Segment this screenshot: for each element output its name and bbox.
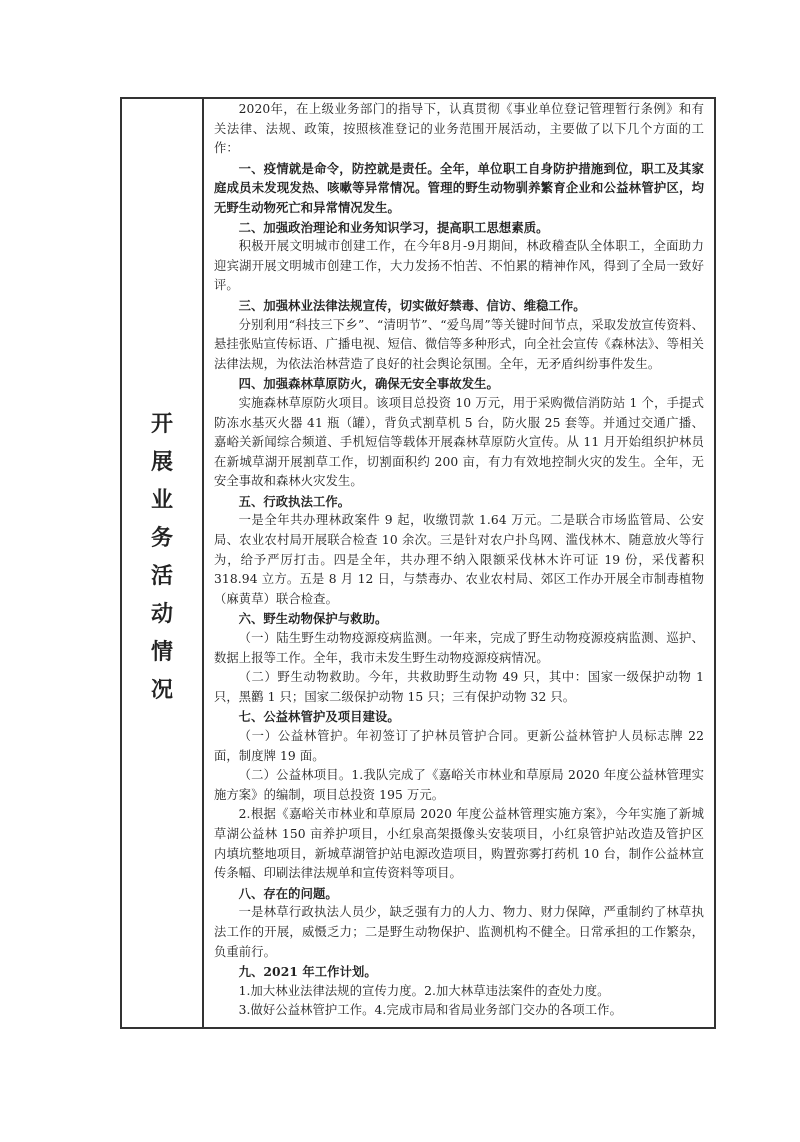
section-1-heading: 一、疫情就是命令，防控就是责任。全年，单位职工自身防护措施到位，职工及其家庭成员未发现发热、咳嗽等异常情况。管理的野生动物驯养繁育企业和公益林管护区，均无野生动物死亡和异常情况发生。: [214, 160, 704, 215]
side-title-char: 况: [150, 677, 173, 703]
section-7-heading: 七、公益林管护及项目建设。: [238, 709, 400, 725]
activity-content: [214, 100, 704, 1021]
section-3-heading: 三、加强林业法律法规宣传，切实做好禁毒、信访、维稳工作。: [238, 297, 586, 313]
section-5-body: 一是全年共办理林政案件 9 起，收缴罚款 1.64 万元。二是联合市场监管局、公安局、农业农村局开展联合检查 10 余次。三是针对农户扑鸟网、滥伐林木、随意放火等行为，给予严厉打击。四是全年，共办理不纳入限额采伐林木许可证 19 份，采伐蓄积 318.94 立方。五是 8 月 12 日，与禁毒办、农业农村局、郊区工作办开展全市制毒植物（麻黄草）联合检查。: [214, 513, 704, 606]
section-6-item-2: （二）野生动物救助。今年，共救助野生动物 49 只，其中：国家一级保护动物 1 只，黑鹳 1 只；国家二级保护动物 15 只；三有保护动物 32 只。: [214, 670, 704, 704]
section-7-item-2: （二）公益林项目。1.我队完成了《嘉峪关市林业和草原局 2020 年度公益林管理实施方案》的编制，项目总投资 195 万元。: [214, 768, 704, 802]
section-7-item-3: 2.根据《嘉峪关市林业和草原局 2020 年度公益林管理实施方案》，今年实施了新城草湖公益林 150 亩养护项目，小红泉高架摄像头安装项目，小红泉管护站改造及管护区内填坑整地项目，新城草湖管护站电源改造项目，购置弥雾打药机 10 台，制作公益林宣传条幅、印刷法律法规单和宣传资料等项目。: [214, 807, 704, 881]
side-title-char: 业: [150, 487, 173, 513]
section-8-body: 一是林草行政执法人员少，缺乏强有力的人力、物力、财力保障，严重制约了林草执法工作的开展，威慑乏力；二是野生动物保护、监测机构不健全。日常承担的工作繁杂，负重前行。: [214, 905, 704, 959]
section-6-heading: 六、野生动物保护与救助。: [238, 611, 388, 627]
side-title-char: 动: [150, 601, 173, 627]
section-9-item-2: 3.做好公益林管护工作。4.完成市局和省局业务部门交办的各项工作。: [238, 1003, 622, 1018]
section-3-body: 分别利用“科技三下乡”、“清明节”、“爱鸟周”等关键时间节点，采取发放宣传资料、悬挂张贴宣传标语、广播电视、短信、微信等多种形式，向全社会宣传《森林法》、等相关法律法规，为依法治林营造了良好的社会舆论氛围。全年，无矛盾纠纷事件发生。: [214, 317, 704, 371]
section-6-item-1: （一）陆生野生动物疫源疫病监测。一年来，完成了野生动物疫源疫病监测、巡护、数据上报等工作。全年，我市未发生野生动物疫源疫病情况。: [214, 631, 704, 665]
side-title-char: 情: [150, 639, 173, 665]
side-title-char: 活: [150, 563, 173, 589]
section-7-item-1: （一）公益林管护。年初签订了护林员管护合同。更新公益林管护人员标志牌 22 面，制度牌 19 面。: [214, 729, 704, 763]
side-title-char: 务: [150, 525, 173, 551]
side-title-char: 展: [150, 449, 173, 475]
side-title-column: [122, 97, 202, 1029]
section-2-heading: 二、加强政治理论和业务知识学习，提高职工思想素质。: [238, 219, 549, 235]
section-9-heading: 九、2021 年工作计划。: [238, 964, 377, 980]
section-2-body: 积极开展文明城市创建工作，在今年8月-9月期间，林政稽查队全体职工，全面助力迎宾湖开展文明城市创建工作，大力发扬不怕苦、不怕累的精神作风，得到了全局一致好评。: [214, 239, 704, 293]
section-5-heading: 五、行政执法工作。: [238, 493, 351, 509]
section-4-body: 实施森林草原防火项目。该项目总投资 10 万元，用于采购微信消防站 1 个，手提式防冻水基灭火器 41 瓶（罐），背负式割草机 5 台，防火服 25 套等。并通过交通广播、嘉峪关新闻综合频道、手机短信等载体开展森林草原防火宣传。从 11 月开始组织护林员在新城草湖开展割草工作，切割面积约 200 亩，有力有效地控制火灾的发生。全年，无安全事故和森林火灾发生。: [214, 395, 704, 489]
intro-paragraph: 2020年，在上级业务部门的指导下，认真贯彻《事业单位登记管理暂行条例》和有关法律、法规、政策，按照核准登记的业务范围开展活动，主要做了以下几个方面的工作：: [214, 102, 704, 156]
section-8-heading: 八、存在的问题。: [238, 885, 338, 901]
column-divider: [202, 97, 204, 1029]
section-4-heading: 四、加强森林草原防火，确保无安全事故发生。: [238, 376, 499, 392]
section-9-item-1: 1.加大林业法律法规的宣传力度。2.加大林草违法案件的查处力度。: [238, 983, 610, 998]
side-title-char: 开: [150, 411, 173, 437]
